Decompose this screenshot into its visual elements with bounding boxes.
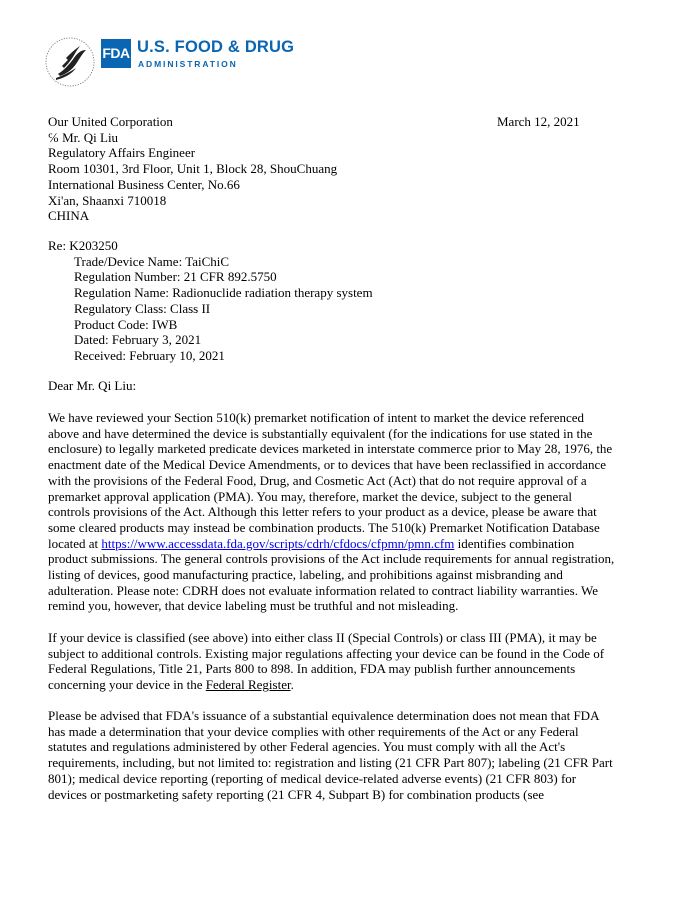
- address-line: CHINA: [48, 208, 90, 224]
- re-detail: Regulatory Class: Class II: [74, 300, 211, 316]
- paragraph-line: remind you, however, that device labeling must be truthful and not misleading.: [48, 598, 459, 614]
- re-detail: Received: February 10, 2021: [74, 347, 225, 363]
- paragraph-line: Federal Regulations, Title 21, Parts 800 to 898. In addition, FDA may publish further announcements: [48, 661, 576, 677]
- paragraph-line: has made a determination that your device complies with other requirements of the Act or any Federal: [48, 723, 579, 739]
- link-prefix: located at: [48, 535, 102, 551]
- fr-prefix: concerning your device in the: [48, 677, 206, 693]
- paragraph-line: enclosure) to legally marketed predicate devices marketed in interstate commerce prior to May 28, 1976, the: [48, 441, 613, 457]
- fda-logo-box: FDA: [101, 39, 131, 68]
- agency-subtitle: ADMINISTRATION: [138, 59, 238, 69]
- paragraph-1: [48, 410, 648, 614]
- paragraph-line: subject to additional controls. Existing major regulations affecting your device can be found in the Code of: [48, 645, 605, 661]
- paragraph-line: 801); medical device reporting (reporting of medical device-related adverse events) (21 CFR 803) for: [48, 770, 577, 786]
- paragraph-line: We have reviewed your Section 510(k) premarket notification of intent to market the device referenced: [48, 410, 585, 425]
- paragraph-line: product submissions. The general controls provisions of the Act include requirements for annual registration,: [48, 551, 615, 567]
- fr-suffix: .: [290, 677, 294, 693]
- re-block: [48, 238, 373, 364]
- paragraph-line: listing of devices, good manufacturing practice, labeling, and prohibitions against misbranding and: [48, 567, 563, 583]
- hhs-eagle-logo-icon: [44, 36, 96, 88]
- re-detail: Product Code: IWB: [74, 316, 178, 332]
- recipient-address: [48, 114, 337, 224]
- paragraph-line: If your device is classified (see above) into either class II (Special Controls) or class III (PMA), it may be: [48, 630, 597, 645]
- address-line: International Business Center, No.66: [48, 176, 240, 192]
- re-detail: Regulation Number: 21 CFR 892.5750: [74, 269, 277, 285]
- address-line: Xi'an, Shaanxi 710018: [48, 192, 167, 208]
- federal-register-text: Federal Register: [205, 677, 291, 693]
- salutation: Dear Mr. Qi Liu:: [48, 378, 137, 393]
- paragraph-line: with the provisions of the Federal Food, Drug, and Cosmetic Act (Act) that do not require approval of a: [48, 472, 587, 488]
- paragraph-line: devices or postmarketing safety reporting (21 CFR 4, Subpart B) for combination products (see: [48, 786, 545, 802]
- address-line: ℅ Mr. Qi Liu: [48, 129, 119, 145]
- re-detail: Dated: February 3, 2021: [74, 332, 202, 348]
- link-suffix: identifies combination: [454, 535, 575, 551]
- letter-date: March 12, 2021: [497, 114, 580, 129]
- paragraph-line: some cleared products may instead be combination products. The 510(k) Premarket Notification Database: [48, 519, 600, 535]
- address-line: Our United Corporation: [48, 114, 173, 129]
- paragraph-2: [48, 630, 648, 693]
- letterhead: [44, 24, 364, 84]
- re-detail: Trade/Device Name: TaiChiC: [74, 253, 230, 269]
- paragraph-line: statutes and regulations administered by other Federal agencies. You must comply with all the Act's: [48, 739, 566, 755]
- address-line: Room 10301, 3rd Floor, Unit 1, Block 28, ShouChuang: [48, 161, 338, 177]
- paragraph-3: [48, 708, 648, 802]
- paragraph-line: Please be advised that FDA's issuance of a substantial equivalence determination does not mean that FDA: [48, 708, 600, 723]
- paragraph-line: requirements, including, but not limited to: registration and listing (21 CFR Part 807); labeling (21 CFR Part: [48, 755, 613, 771]
- paragraph-line: above and have determined the device is substantially equivalent (for the indications for use stated in the: [48, 425, 593, 441]
- re-detail: Regulation Name: Radionuclide radiation therapy system: [74, 285, 373, 301]
- agency-name: U.S. FOOD & DRUG: [137, 38, 295, 56]
- paragraph-line: adulteration. Please note: CDRH does not evaluate information related to contract liability warranties. We: [48, 582, 598, 598]
- paragraph-line: premarket approval application (PMA). You may, therefore, market the device, subject to the general: [48, 488, 573, 504]
- pmn-database-link[interactable]: https://www.accessdata.fda.gov/scripts/cdrh/cfdocs/cfpmn/pmn.cfm: [101, 535, 455, 551]
- re-line: Re: K203250: [48, 238, 118, 253]
- paragraph-line-with-link: [48, 536, 648, 552]
- paragraph-line-federal-register: [48, 677, 648, 693]
- paragraph-line: enactment date of the Medical Device Amendments, or to devices that have been reclassified in accordance: [48, 457, 607, 473]
- address-line: Regulatory Affairs Engineer: [48, 145, 196, 161]
- paragraph-line: controls provisions of the Act. Although this letter refers to your product as a device, please be aware that: [48, 504, 597, 520]
